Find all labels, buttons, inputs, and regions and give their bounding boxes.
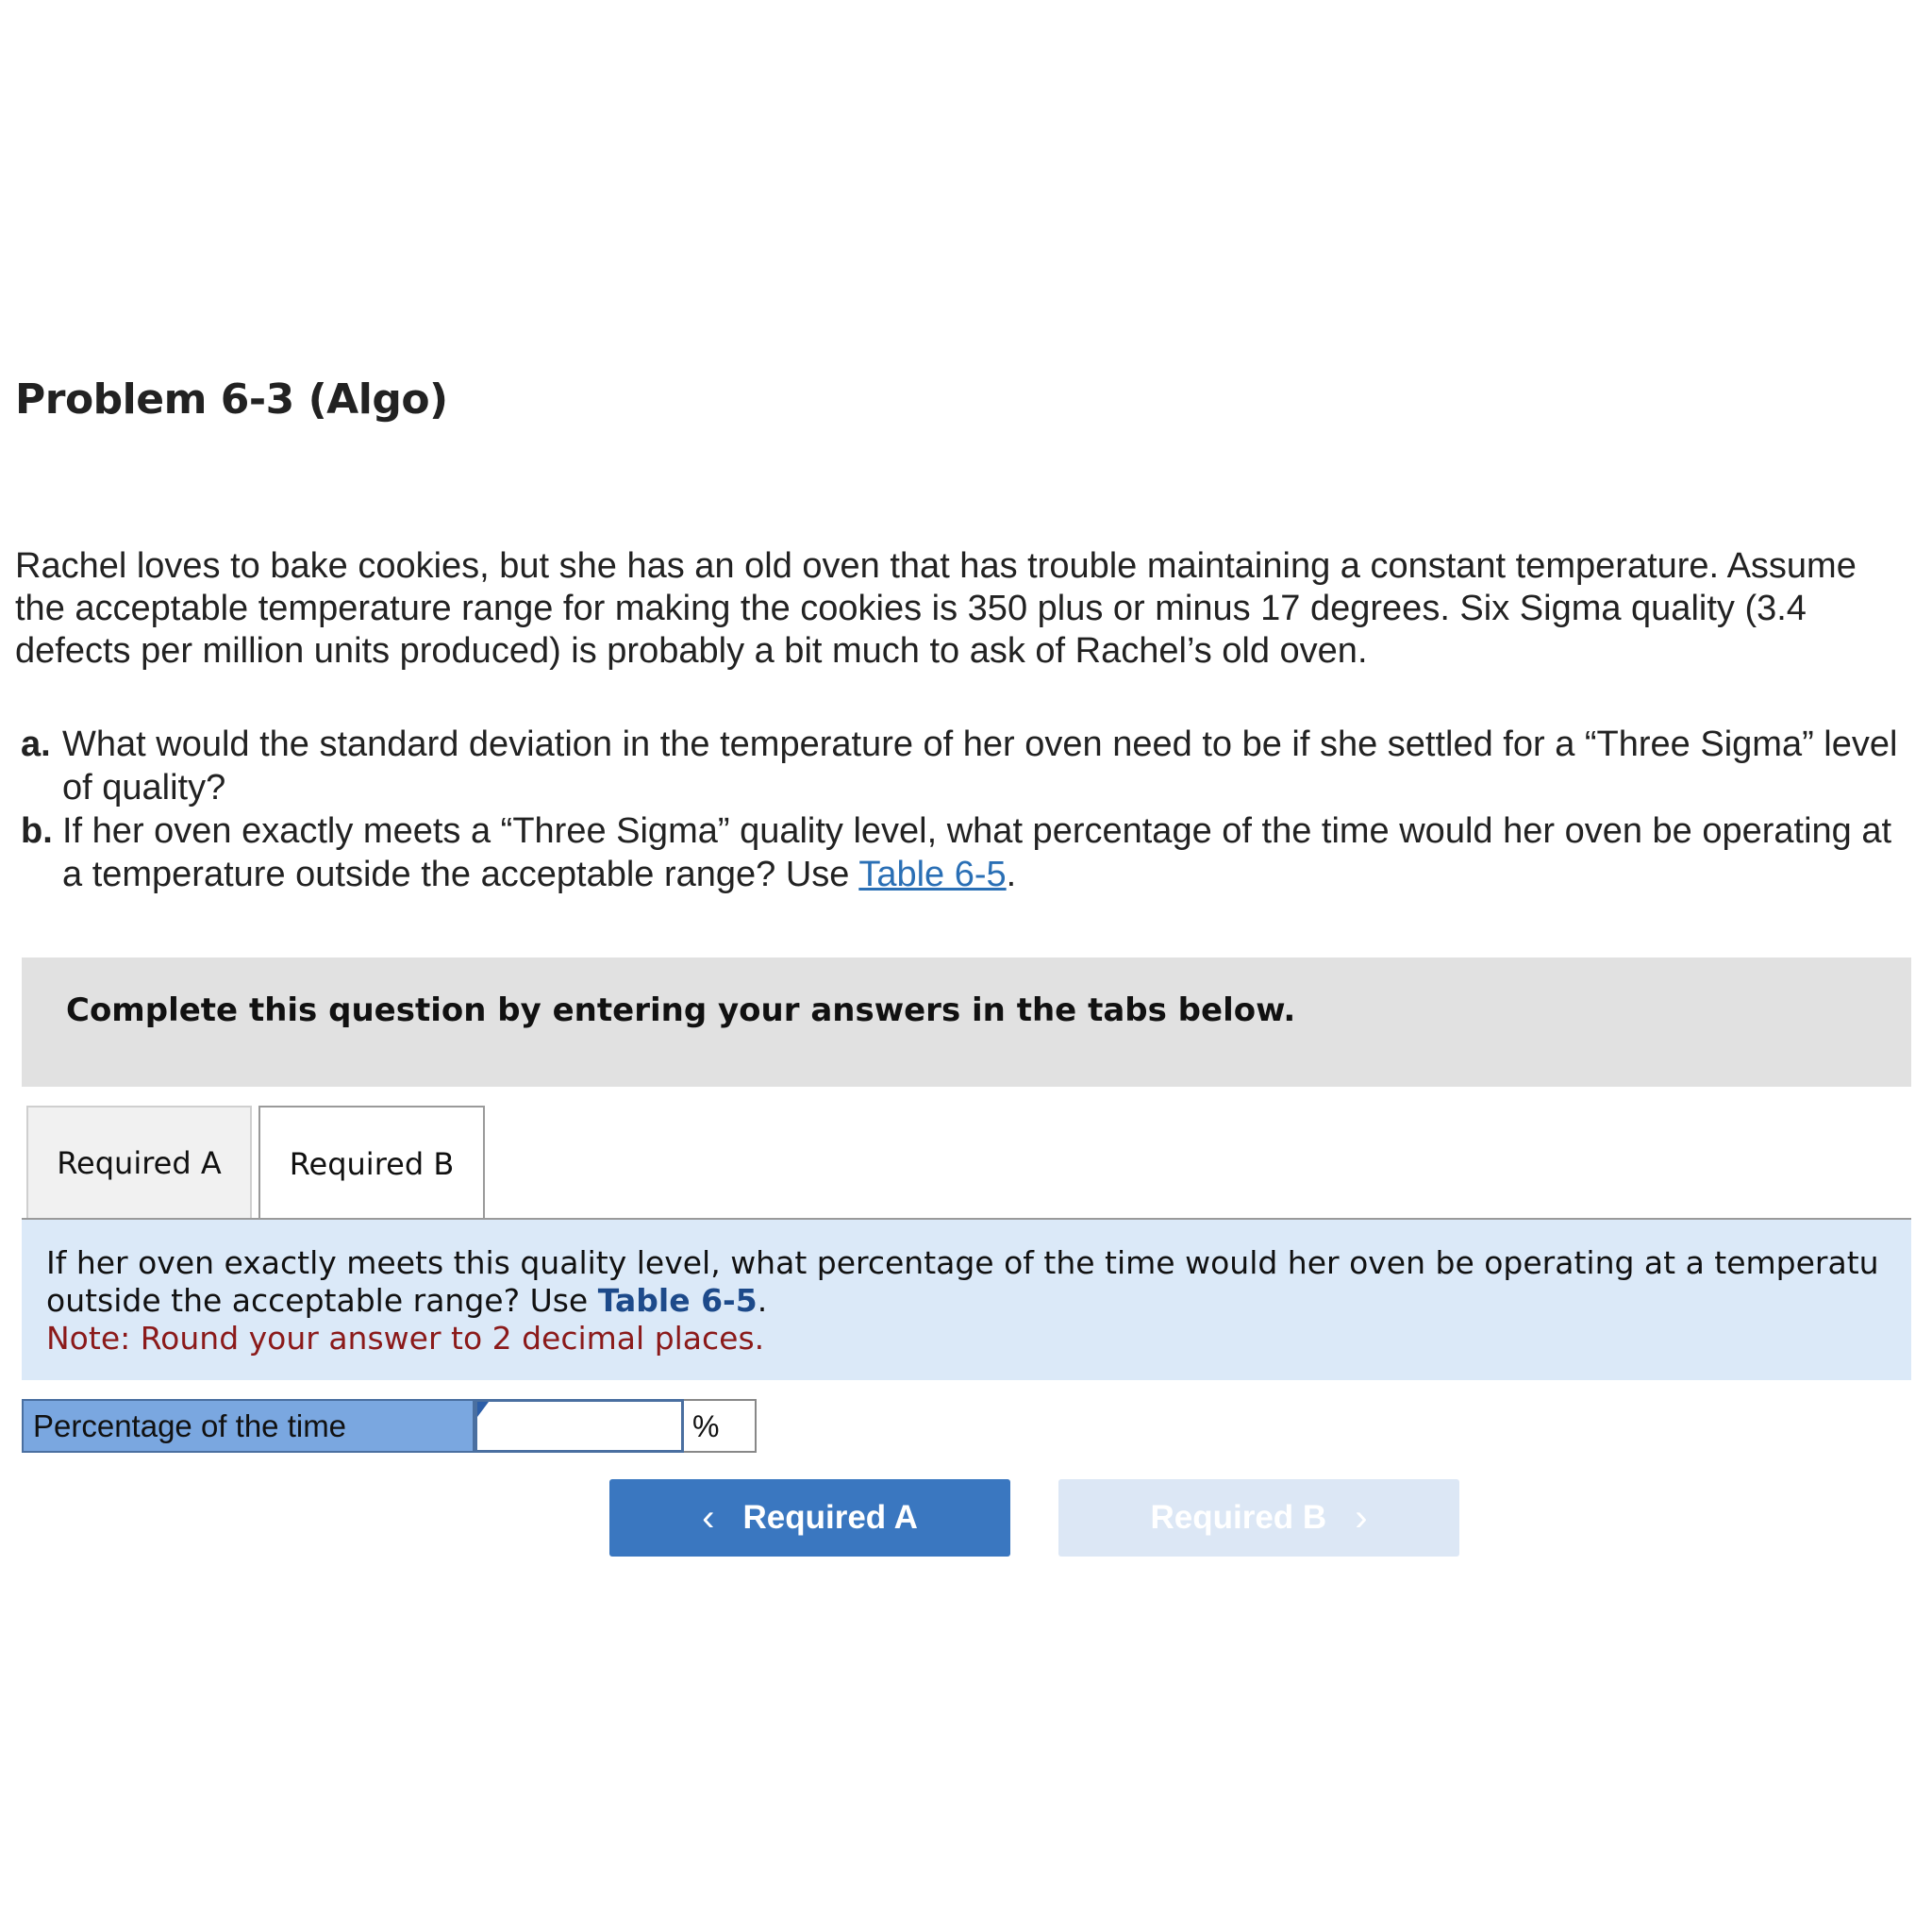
instruction-banner xyxy=(22,958,1911,1087)
input-flag-icon xyxy=(477,1402,489,1417)
problem-title: Problem 6-3 (Algo) xyxy=(15,375,448,424)
next-required-b-button xyxy=(1058,1479,1459,1557)
instructions-line-2 xyxy=(46,1282,1911,1320)
question-instructions xyxy=(22,1220,1911,1380)
question-a-letter: a. xyxy=(21,724,51,764)
answer-row-label: Percentage of the time xyxy=(22,1399,475,1453)
tab-required-b-label: Required B xyxy=(289,1146,455,1182)
question-a xyxy=(15,723,1902,809)
rounding-note: Note: Round your answer to 2 decimal places. xyxy=(46,1320,765,1357)
table-reference: Table 6-5 xyxy=(597,1282,758,1319)
tab-required-a[interactable] xyxy=(26,1106,252,1218)
instructions-text xyxy=(46,1244,1911,1357)
instructions-line-2-prefix: outside the acceptable range? Use xyxy=(46,1282,589,1319)
chevron-right-icon: › xyxy=(1355,1496,1368,1539)
percent-unit: % xyxy=(684,1399,757,1453)
table-6-5-link[interactable]: Table 6-5 xyxy=(858,855,1007,894)
question-list xyxy=(15,723,1902,896)
question-b-letter: b. xyxy=(21,811,53,851)
next-button-label: Required B xyxy=(1150,1499,1327,1536)
instructions-line-2-end: . xyxy=(757,1282,768,1319)
tab-required-b[interactable] xyxy=(258,1106,485,1221)
question-b xyxy=(15,809,1902,896)
prev-required-a-button[interactable] xyxy=(609,1479,1010,1557)
prev-button-label: Required A xyxy=(742,1499,918,1536)
question-a-text: What would the standard deviation in the temperature of her oven need to be if she settled for a “Three Sigma” level of quality? xyxy=(62,724,1898,808)
question-b-text: If her oven exactly meets a “Three Sigma” quality level, what percentage of the time would her oven be operating at a temperature outside the acceptable range? Use xyxy=(62,811,1892,894)
tab-required-a-label: Required A xyxy=(57,1144,222,1181)
chevron-left-icon: ‹ xyxy=(702,1496,715,1539)
question-b-end: . xyxy=(1006,855,1017,894)
percentage-input[interactable] xyxy=(475,1399,684,1453)
instructions-line-1: If her oven exactly meets this quality level, what percentage of the time would her oven be operating at a temperatu xyxy=(46,1244,1879,1281)
banner-text: Complete this question by entering your answers in the tabs below. xyxy=(66,991,1296,1029)
problem-intro: Rachel loves to bake cookies, but she has an old oven that has trouble maintaining a constant temperature. Assume the acceptable temperature range for making the cookies is 350 plus or minus 17 degrees. Six Sigma quality (3.4 defects per million units produced) is probably a bit much to ask of Rachel’s old oven. xyxy=(15,546,1857,671)
